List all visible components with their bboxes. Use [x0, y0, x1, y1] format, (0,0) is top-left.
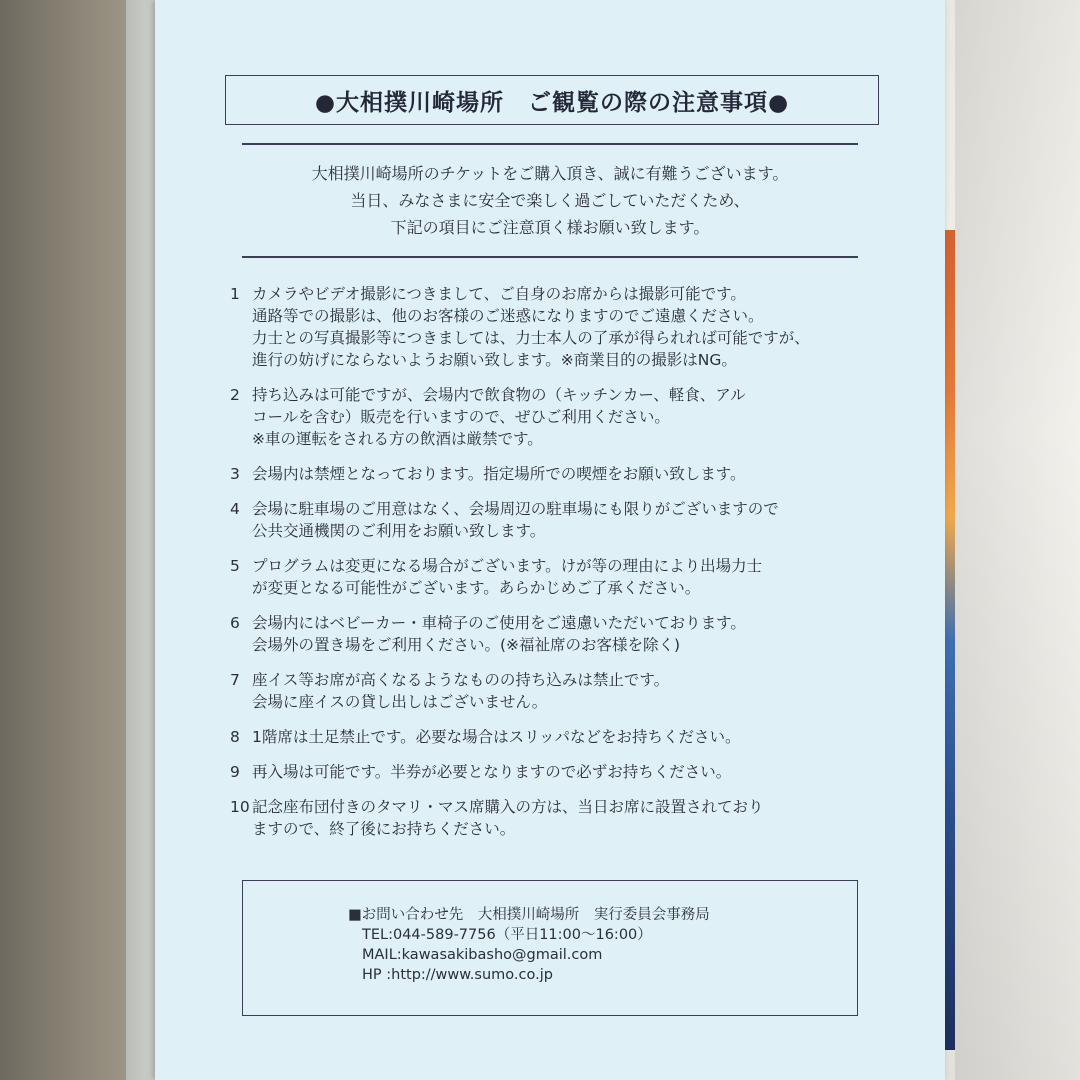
note-item — [230, 384, 870, 450]
note-number: 3 — [230, 465, 240, 483]
notes-list — [230, 283, 870, 853]
note-line: プログラムは変更になる場合がございます。けが等の理由により出場力士 — [252, 557, 763, 575]
contact-box — [242, 880, 858, 1016]
note-line: コールを含む）販売を行いますので、ぜひご利用ください。 — [252, 408, 670, 426]
contact-hp: HP :http://www.sumo.co.jp — [362, 967, 553, 983]
note-number: 6 — [230, 614, 240, 632]
note-line: カメラやビデオ撮影につきまして、ご自身のお席からは撮影可能です。 — [252, 285, 746, 303]
note-item — [230, 555, 870, 599]
bottom-rule — [242, 256, 858, 258]
contact-tel: TEL:044-589-7756（平日11:00〜16:00） — [362, 927, 652, 943]
note-line: 座イス等お席が高くなるようなものの持ち込みは禁止です。 — [252, 671, 670, 689]
note-item — [230, 283, 870, 371]
note-line: 会場外の置き場をご利用ください。(※福祉席のお客様を除く) — [252, 636, 681, 654]
note-number: 2 — [230, 386, 240, 404]
top-rule — [242, 143, 858, 145]
note-line: ※車の運転をされる方の飲酒は厳禁です。 — [252, 430, 543, 448]
background-shadow — [955, 0, 1080, 1080]
note-item — [230, 463, 870, 485]
note-line: 持ち込みは可能ですが、会場内で飲食物の（キッチンカー、軽食、アル — [252, 386, 746, 404]
page-title: ●大相撲川崎場所 ご観覧の際の注意事項● — [314, 89, 790, 116]
note-item — [230, 669, 870, 713]
contact-heading: ■お問い合わせ先 大相撲川崎場所 実行委員会事務局 — [348, 907, 710, 923]
note-number: 7 — [230, 671, 240, 689]
note-line: 記念座布団付きのタマリ・マス席購入の方は、当日お席に設置されており — [252, 798, 764, 816]
note-line: 会場内は禁煙となっております。指定場所での喫煙をお願い致します。 — [252, 465, 746, 483]
note-line: 公共交通機関のご利用をお願い致します。 — [252, 522, 546, 540]
contact-mail: MAIL:kawasakibasho@gmail.com — [362, 947, 603, 963]
notice-sheet — [155, 0, 945, 1080]
note-line: 会場に駐車場のご用意はなく、会場周辺の駐車場にも限りがございますので — [252, 500, 779, 518]
intro-line: 当日、みなさまに安全で楽しく過ごしていただくため、 — [350, 191, 750, 210]
note-number: 9 — [230, 763, 240, 781]
note-item — [230, 726, 870, 748]
intro-line: 下記の項目にご注意頂く様お願い致します。 — [390, 218, 710, 237]
note-line: ますので、終了後にお持ちください。 — [252, 820, 516, 838]
note-line: 通路等での撮影は、他のお客様のご迷惑になりますのでご遠慮ください。 — [252, 307, 764, 325]
note-line: 1階席は土足禁止です。必要な場合はスリッパなどをお持ちください。 — [252, 728, 741, 746]
intro-text — [242, 160, 858, 241]
note-line: が変更となる可能性がございます。あらかじめご了承ください。 — [252, 579, 701, 597]
note-item — [230, 498, 870, 542]
note-number: 1 — [230, 285, 240, 303]
title-box — [225, 75, 879, 125]
note-item — [230, 796, 870, 840]
note-line: 進行の妨げにならないようお願い致します。※商業目的の撮影はNG。 — [252, 351, 737, 369]
note-number: 8 — [230, 728, 240, 746]
background-left — [0, 0, 126, 1080]
note-line: 会場内にはベビーカー・車椅子のご使用をご遠慮いただいております。 — [252, 614, 746, 632]
note-line: 再入場は可能です。半券が必要となりますので必ずお持ちください。 — [252, 763, 732, 781]
note-line: 力士との写真撮影等につきましては、力士本人の了承が得られれば可能ですが、 — [252, 329, 810, 347]
note-item — [230, 761, 870, 783]
note-number: 5 — [230, 557, 240, 575]
note-line: 会場に座イスの貸し出しはございません。 — [252, 693, 548, 711]
intro-line: 大相撲川崎場所のチケットをご購入頂き、誠に有難うございます。 — [311, 164, 789, 183]
note-number: 10 — [230, 798, 250, 816]
note-item — [230, 612, 870, 656]
note-number: 4 — [230, 500, 240, 518]
